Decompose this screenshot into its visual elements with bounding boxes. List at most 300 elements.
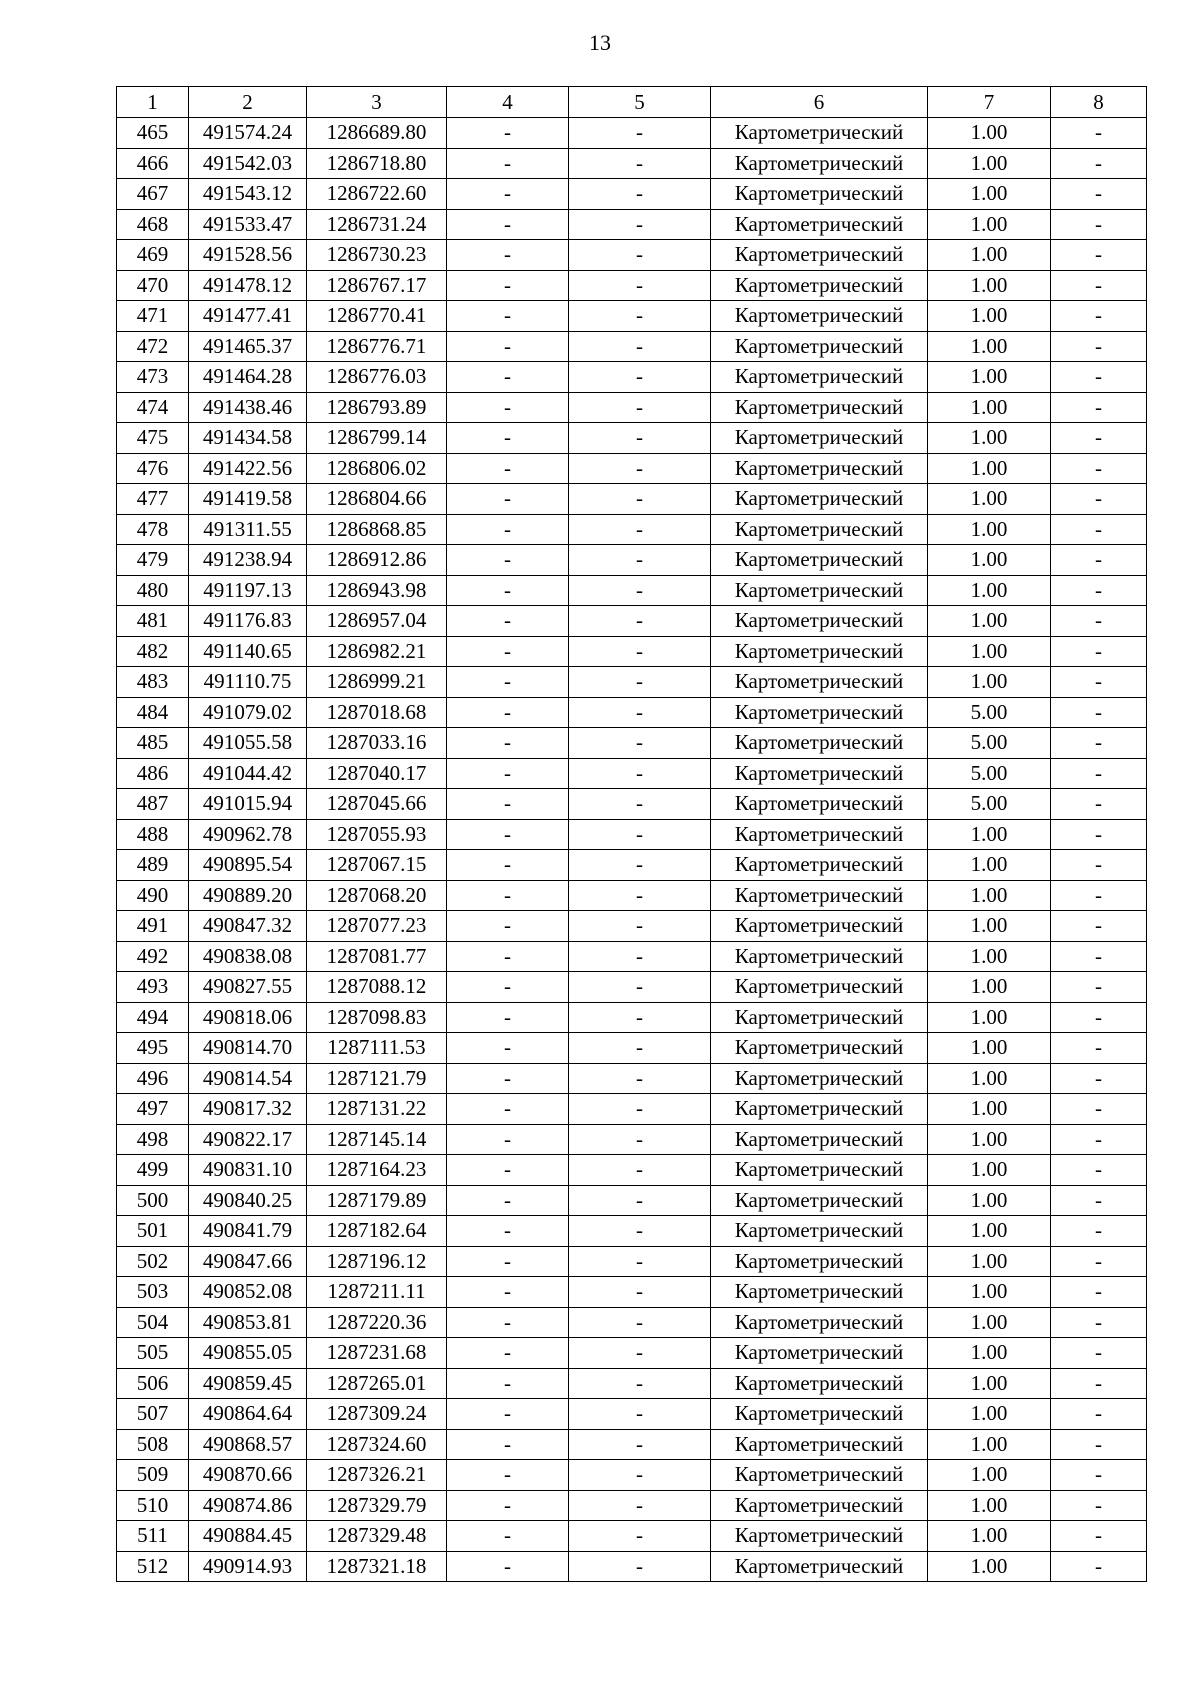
- table-cell: 490855.05: [189, 1338, 307, 1369]
- table-cell: 478: [117, 514, 189, 545]
- table-cell: Картометрический: [711, 423, 928, 454]
- table-cell: 491434.58: [189, 423, 307, 454]
- table-cell: Картометрический: [711, 1033, 928, 1064]
- table-cell: -: [1051, 575, 1147, 606]
- table-cell: -: [1051, 423, 1147, 454]
- table-cell: -: [569, 1399, 711, 1430]
- table-row: [117, 1338, 1147, 1369]
- table-cell: -: [447, 270, 569, 301]
- table-cell: 498: [117, 1124, 189, 1155]
- table-cell: 477: [117, 484, 189, 515]
- table-cell: -: [447, 1094, 569, 1125]
- table-cell: 491574.24: [189, 118, 307, 149]
- table-cell: -: [1051, 636, 1147, 667]
- table-cell: -: [1051, 331, 1147, 362]
- table-row: [117, 758, 1147, 789]
- table-cell: -: [447, 819, 569, 850]
- column-header: 6: [711, 87, 928, 118]
- table-cell: -: [447, 1490, 569, 1521]
- table-cell: 483: [117, 667, 189, 698]
- table-cell: Картометрический: [711, 758, 928, 789]
- table-cell: 1286776.71: [307, 331, 447, 362]
- table-cell: -: [447, 911, 569, 942]
- table-cell: 1286804.66: [307, 484, 447, 515]
- table-cell: 1287131.22: [307, 1094, 447, 1125]
- column-header: 3: [307, 87, 447, 118]
- table-cell: 495: [117, 1033, 189, 1064]
- table-cell: -: [569, 1246, 711, 1277]
- table-cell: 466: [117, 148, 189, 179]
- table-cell: 1.00: [928, 1307, 1051, 1338]
- table-cell: 491438.46: [189, 392, 307, 423]
- table-cell: -: [1051, 1460, 1147, 1491]
- table-cell: 490814.70: [189, 1033, 307, 1064]
- table-cell: -: [447, 362, 569, 393]
- table-cell: -: [569, 423, 711, 454]
- table-cell: 1286912.86: [307, 545, 447, 576]
- table-cell: 490895.54: [189, 850, 307, 881]
- table-cell: 503: [117, 1277, 189, 1308]
- table-cell: 1.00: [928, 179, 1051, 210]
- table-cell: -: [569, 819, 711, 850]
- table-cell: -: [1051, 209, 1147, 240]
- table-cell: 490822.17: [189, 1124, 307, 1155]
- table-cell: -: [569, 179, 711, 210]
- table-cell: -: [447, 179, 569, 210]
- table-cell: 501: [117, 1216, 189, 1247]
- table-cell: 1287040.17: [307, 758, 447, 789]
- table-cell: Картометрический: [711, 148, 928, 179]
- table-cell: 1.00: [928, 1277, 1051, 1308]
- table-cell: 482: [117, 636, 189, 667]
- table-cell: 507: [117, 1399, 189, 1430]
- table-cell: Картометрический: [711, 1094, 928, 1125]
- table-row: [117, 1429, 1147, 1460]
- page-number: 13: [589, 30, 611, 55]
- table-cell: 491422.56: [189, 453, 307, 484]
- table-row: [117, 575, 1147, 606]
- table-cell: -: [447, 1399, 569, 1430]
- table-cell: -: [1051, 1490, 1147, 1521]
- table-body: [117, 118, 1147, 1582]
- table-cell: -: [569, 1063, 711, 1094]
- table-cell: 465: [117, 118, 189, 149]
- table-cell: -: [1051, 728, 1147, 759]
- table-row: [117, 1277, 1147, 1308]
- table-cell: -: [1051, 1307, 1147, 1338]
- table-cell: -: [1051, 270, 1147, 301]
- table-cell: -: [1051, 667, 1147, 698]
- table-cell: -: [447, 1002, 569, 1033]
- table-cell: -: [1051, 453, 1147, 484]
- table-cell: 491478.12: [189, 270, 307, 301]
- table-cell: 491055.58: [189, 728, 307, 759]
- table-cell: 496: [117, 1063, 189, 1094]
- table-cell: -: [569, 545, 711, 576]
- table-cell: 1287164.23: [307, 1155, 447, 1186]
- table-row: [117, 972, 1147, 1003]
- table-cell: 1.00: [928, 1063, 1051, 1094]
- table-cell: 1.00: [928, 240, 1051, 271]
- table-cell: 5.00: [928, 728, 1051, 759]
- table-cell: -: [569, 331, 711, 362]
- table-cell: -: [447, 545, 569, 576]
- table-row: [117, 118, 1147, 149]
- table-row: [117, 1490, 1147, 1521]
- table-cell: Картометрический: [711, 606, 928, 637]
- table-cell: -: [447, 1277, 569, 1308]
- table-cell: 1.00: [928, 209, 1051, 240]
- table-cell: 509: [117, 1460, 189, 1491]
- table-cell: -: [447, 941, 569, 972]
- table-cell: 1.00: [928, 1033, 1051, 1064]
- table-cell: 1286689.80: [307, 118, 447, 149]
- table-cell: -: [569, 667, 711, 698]
- table-cell: Картометрический: [711, 1368, 928, 1399]
- table-cell: 492: [117, 941, 189, 972]
- table-cell: Картометрический: [711, 575, 928, 606]
- table-cell: Картометрический: [711, 331, 928, 362]
- table-cell: 469: [117, 240, 189, 271]
- table-row: [117, 1124, 1147, 1155]
- table-cell: -: [1051, 1185, 1147, 1216]
- table-cell: -: [1051, 819, 1147, 850]
- table-cell: -: [569, 1002, 711, 1033]
- table-cell: 485: [117, 728, 189, 759]
- table-cell: -: [569, 1033, 711, 1064]
- table-cell: -: [447, 453, 569, 484]
- table-cell: -: [569, 1094, 711, 1125]
- table-cell: Картометрический: [711, 1307, 928, 1338]
- table-cell: -: [1051, 1155, 1147, 1186]
- table-cell: -: [447, 758, 569, 789]
- table-cell: -: [447, 484, 569, 515]
- table-cell: 1.00: [928, 545, 1051, 576]
- table-cell: 1.00: [928, 1429, 1051, 1460]
- table-cell: -: [447, 1521, 569, 1552]
- table-cell: -: [569, 758, 711, 789]
- table-cell: -: [569, 301, 711, 332]
- table-cell: -: [1051, 118, 1147, 149]
- table-cell: 490852.08: [189, 1277, 307, 1308]
- table-cell: -: [569, 148, 711, 179]
- table-cell: 490962.78: [189, 819, 307, 850]
- table-cell: 1.00: [928, 1368, 1051, 1399]
- table-row: [117, 1307, 1147, 1338]
- table-cell: 490827.55: [189, 972, 307, 1003]
- table-row: [117, 270, 1147, 301]
- table-cell: Картометрический: [711, 514, 928, 545]
- table-cell: Картометрический: [711, 179, 928, 210]
- table-cell: -: [569, 209, 711, 240]
- table-row: [117, 1185, 1147, 1216]
- table-cell: -: [569, 1368, 711, 1399]
- table-cell: -: [447, 240, 569, 271]
- table-cell: 473: [117, 362, 189, 393]
- table-cell: 1287182.64: [307, 1216, 447, 1247]
- table-cell: -: [1051, 1368, 1147, 1399]
- table-row: [117, 667, 1147, 698]
- table-cell: 1286718.80: [307, 148, 447, 179]
- table-cell: 491465.37: [189, 331, 307, 362]
- table-cell: -: [1051, 148, 1147, 179]
- table-cell: 487: [117, 789, 189, 820]
- table-cell: 490874.86: [189, 1490, 307, 1521]
- table-row: [117, 789, 1147, 820]
- table-cell: -: [1051, 514, 1147, 545]
- table-cell: Картометрический: [711, 697, 928, 728]
- table-cell: 491543.12: [189, 179, 307, 210]
- table-cell: Картометрический: [711, 850, 928, 881]
- table-cell: -: [569, 575, 711, 606]
- table-cell: -: [1051, 1216, 1147, 1247]
- table-cell: 500: [117, 1185, 189, 1216]
- table-cell: -: [447, 1368, 569, 1399]
- table-cell: 491176.83: [189, 606, 307, 637]
- table-cell: 491238.94: [189, 545, 307, 576]
- table-cell: Картометрический: [711, 819, 928, 850]
- table-row: [117, 331, 1147, 362]
- table-cell: 5.00: [928, 789, 1051, 820]
- table-cell: 491477.41: [189, 301, 307, 332]
- table-cell: -: [569, 118, 711, 149]
- table-row: [117, 1216, 1147, 1247]
- table-cell: -: [569, 453, 711, 484]
- table-cell: 1.00: [928, 1338, 1051, 1369]
- table-cell: Картометрический: [711, 1338, 928, 1369]
- table-cell: -: [569, 362, 711, 393]
- table-cell: Картометрический: [711, 1551, 928, 1582]
- table-row: [117, 697, 1147, 728]
- table-cell: Картометрический: [711, 545, 928, 576]
- table-cell: Картометрический: [711, 667, 928, 698]
- table-cell: 490818.06: [189, 1002, 307, 1033]
- table-cell: 502: [117, 1246, 189, 1277]
- table-cell: -: [447, 331, 569, 362]
- table-cell: 490889.20: [189, 880, 307, 911]
- table-cell: 1.00: [928, 575, 1051, 606]
- table-cell: 490814.54: [189, 1063, 307, 1094]
- table-cell: -: [569, 606, 711, 637]
- column-header: 4: [447, 87, 569, 118]
- table-cell: 476: [117, 453, 189, 484]
- table-cell: Картометрический: [711, 240, 928, 271]
- table-cell: 490817.32: [189, 1094, 307, 1125]
- table-cell: -: [1051, 1429, 1147, 1460]
- table-cell: 1.00: [928, 880, 1051, 911]
- table-cell: -: [569, 1429, 711, 1460]
- table-cell: -: [447, 697, 569, 728]
- column-header: 1: [117, 87, 189, 118]
- table-row: [117, 911, 1147, 942]
- table-cell: 470: [117, 270, 189, 301]
- table-cell: 1286943.98: [307, 575, 447, 606]
- table-row: [117, 1399, 1147, 1430]
- table-row: [117, 1246, 1147, 1277]
- table-cell: Картометрический: [711, 1185, 928, 1216]
- table-cell: 508: [117, 1429, 189, 1460]
- table-cell: -: [569, 1338, 711, 1369]
- table-cell: -: [447, 636, 569, 667]
- table-row: [117, 148, 1147, 179]
- table-cell: 1286957.04: [307, 606, 447, 637]
- table-cell: -: [1051, 880, 1147, 911]
- table-cell: 1.00: [928, 1094, 1051, 1125]
- table-row: [117, 1521, 1147, 1552]
- table-cell: -: [447, 575, 569, 606]
- table-row: [117, 850, 1147, 881]
- table-cell: -: [569, 1155, 711, 1186]
- table-cell: -: [1051, 1551, 1147, 1582]
- table-cell: Картометрический: [711, 209, 928, 240]
- table-row: [117, 1094, 1147, 1125]
- table-cell: -: [569, 514, 711, 545]
- table-cell: Картометрический: [711, 301, 928, 332]
- table-row: [117, 179, 1147, 210]
- table-cell: -: [1051, 484, 1147, 515]
- table-cell: 490884.45: [189, 1521, 307, 1552]
- table-cell: 1.00: [928, 606, 1051, 637]
- table-cell: 1287111.53: [307, 1033, 447, 1064]
- table-cell: Картометрический: [711, 911, 928, 942]
- table-cell: 505: [117, 1338, 189, 1369]
- table-cell: 471: [117, 301, 189, 332]
- table-cell: -: [447, 118, 569, 149]
- table-cell: 1287326.21: [307, 1460, 447, 1491]
- table-cell: Картометрический: [711, 1277, 928, 1308]
- table-cell: 1287196.12: [307, 1246, 447, 1277]
- table-cell: 1287077.23: [307, 911, 447, 942]
- table-cell: Картометрический: [711, 1521, 928, 1552]
- table-cell: -: [447, 667, 569, 698]
- table-cell: 479: [117, 545, 189, 576]
- table-cell: -: [1051, 392, 1147, 423]
- table-cell: -: [447, 789, 569, 820]
- table-cell: -: [569, 911, 711, 942]
- table-cell: Картометрический: [711, 484, 928, 515]
- table-cell: Картометрический: [711, 1246, 928, 1277]
- table-cell: -: [569, 1551, 711, 1582]
- table-row: [117, 1033, 1147, 1064]
- table-cell: 490914.93: [189, 1551, 307, 1582]
- table-cell: -: [569, 636, 711, 667]
- table-cell: -: [569, 1124, 711, 1155]
- table-cell: 491311.55: [189, 514, 307, 545]
- table-cell: 491: [117, 911, 189, 942]
- table-cell: -: [1051, 240, 1147, 271]
- table-row: [117, 1002, 1147, 1033]
- table-cell: 484: [117, 697, 189, 728]
- table-cell: Картометрический: [711, 636, 928, 667]
- table-cell: 1.00: [928, 484, 1051, 515]
- table-cell: Картометрический: [711, 880, 928, 911]
- table-cell: 497: [117, 1094, 189, 1125]
- table-cell: 474: [117, 392, 189, 423]
- table-cell: Картометрический: [711, 1429, 928, 1460]
- table-row: [117, 545, 1147, 576]
- table-cell: Картометрический: [711, 1155, 928, 1186]
- table-cell: 1287329.79: [307, 1490, 447, 1521]
- table-cell: 1287098.83: [307, 1002, 447, 1033]
- table-cell: -: [1051, 1063, 1147, 1094]
- table-cell: 488: [117, 819, 189, 850]
- table-row: [117, 1460, 1147, 1491]
- table-cell: 1.00: [928, 1399, 1051, 1430]
- table-cell: -: [447, 850, 569, 881]
- table-cell: 1286793.89: [307, 392, 447, 423]
- table-row: [117, 301, 1147, 332]
- table-cell: 1286776.03: [307, 362, 447, 393]
- table-cell: -: [447, 1124, 569, 1155]
- table-cell: 493: [117, 972, 189, 1003]
- table-cell: -: [1051, 789, 1147, 820]
- table-cell: 490847.32: [189, 911, 307, 942]
- table-cell: -: [1051, 1124, 1147, 1155]
- table-cell: 1.00: [928, 850, 1051, 881]
- table-cell: -: [1051, 606, 1147, 637]
- table-cell: Картометрический: [711, 1490, 928, 1521]
- table-cell: Картометрический: [711, 392, 928, 423]
- table-cell: 1286770.41: [307, 301, 447, 332]
- table-cell: 491533.47: [189, 209, 307, 240]
- table-cell: 1.00: [928, 1216, 1051, 1247]
- table-cell: -: [1051, 1002, 1147, 1033]
- table-cell: -: [447, 423, 569, 454]
- table-cell: Картометрический: [711, 1124, 928, 1155]
- coordinates-table: [116, 86, 1147, 1582]
- table-cell: -: [1051, 1521, 1147, 1552]
- table-cell: 1287018.68: [307, 697, 447, 728]
- table-cell: -: [1051, 1399, 1147, 1430]
- table-cell: 499: [117, 1155, 189, 1186]
- table-row: [117, 606, 1147, 637]
- table-cell: 1286806.02: [307, 453, 447, 484]
- table-cell: 1.00: [928, 514, 1051, 545]
- table-cell: -: [569, 972, 711, 1003]
- table-row: [117, 1155, 1147, 1186]
- table-cell: Картометрический: [711, 941, 928, 972]
- table-cell: -: [1051, 758, 1147, 789]
- table-row: [117, 636, 1147, 667]
- table-cell: 1.00: [928, 1185, 1051, 1216]
- table-cell: 494: [117, 1002, 189, 1033]
- table-cell: -: [1051, 1277, 1147, 1308]
- table-cell: Картометрический: [711, 1460, 928, 1491]
- table-row: [117, 880, 1147, 911]
- table-cell: -: [569, 240, 711, 271]
- table-cell: 1.00: [928, 941, 1051, 972]
- table-cell: 1.00: [928, 1246, 1051, 1277]
- table-cell: 504: [117, 1307, 189, 1338]
- table-cell: -: [569, 1521, 711, 1552]
- table-cell: -: [1051, 911, 1147, 942]
- table-cell: Картометрический: [711, 1216, 928, 1247]
- table-cell: 1287211.11: [307, 1277, 447, 1308]
- table-cell: 491464.28: [189, 362, 307, 393]
- table-cell: -: [447, 1216, 569, 1247]
- table-cell: 506: [117, 1368, 189, 1399]
- table-cell: 5.00: [928, 758, 1051, 789]
- table-cell: Картометрический: [711, 362, 928, 393]
- table-cell: 1287329.48: [307, 1521, 447, 1552]
- table-cell: -: [447, 392, 569, 423]
- table-cell: 1287309.24: [307, 1399, 447, 1430]
- table-cell: 475: [117, 423, 189, 454]
- table-cell: 1287055.93: [307, 819, 447, 850]
- table-cell: -: [1051, 1033, 1147, 1064]
- table-cell: -: [447, 1429, 569, 1460]
- table-cell: 1286722.60: [307, 179, 447, 210]
